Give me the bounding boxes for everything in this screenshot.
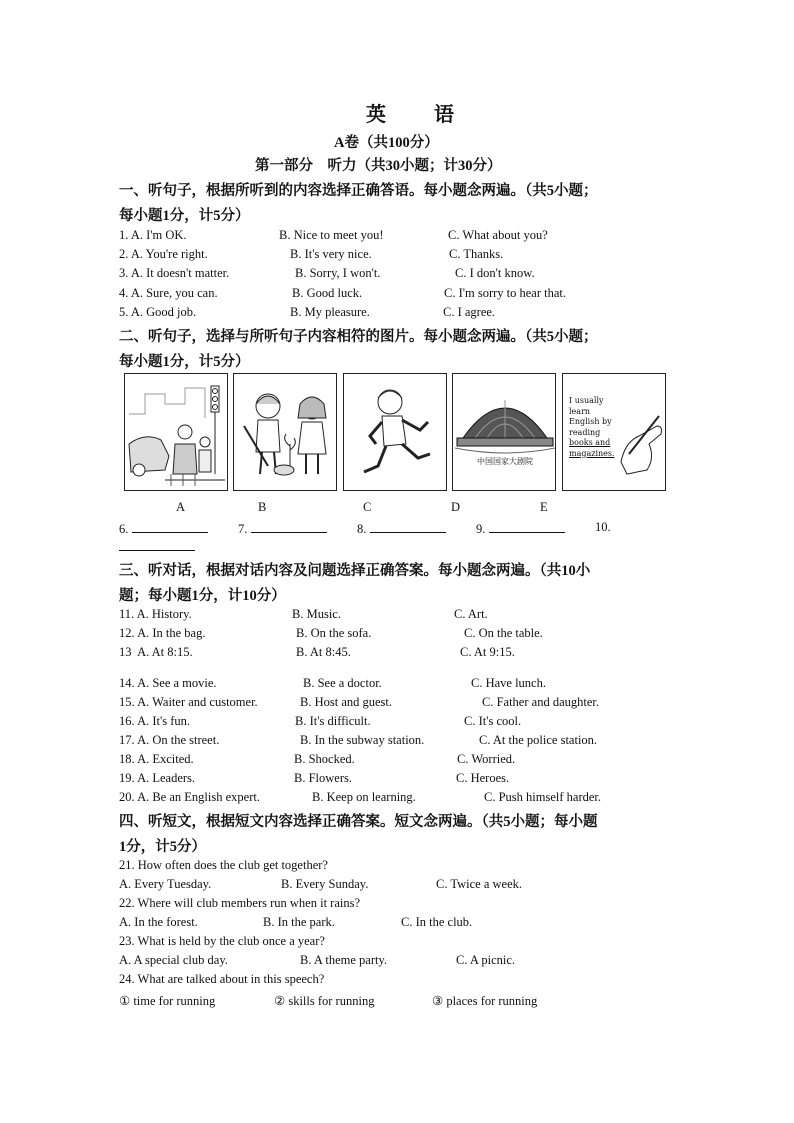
question-number: 3. bbox=[119, 266, 129, 280]
picture-c-running bbox=[343, 373, 447, 491]
note-line: magazines. bbox=[569, 448, 615, 458]
question-24: 24. What are talked about in this speech? bbox=[119, 972, 325, 986]
question-19 bbox=[119, 771, 195, 786]
answer-blank-9 bbox=[476, 520, 565, 537]
paper-subtitle: A卷（共100分） bbox=[334, 135, 439, 151]
kids-planting-tree-icon bbox=[234, 374, 337, 491]
picture-label-a: A bbox=[176, 500, 186, 514]
option-b: B. Nice to meet you! bbox=[279, 228, 384, 242]
option-a: A. Good job. bbox=[130, 305, 197, 319]
note-line: I usually bbox=[569, 396, 604, 405]
option-a: A. You're right. bbox=[130, 247, 208, 261]
question-number: 20. bbox=[119, 790, 135, 804]
option-b: B. A theme party. bbox=[300, 953, 388, 967]
question-number: 14. bbox=[119, 676, 135, 690]
question-number: 19. bbox=[119, 771, 135, 785]
option-b: B. In the park. bbox=[263, 915, 335, 929]
question-number: 5. bbox=[119, 305, 129, 319]
question-number: 15. bbox=[119, 695, 135, 709]
option-b: B. In the subway station. bbox=[300, 733, 425, 747]
note-line: reading bbox=[569, 427, 601, 437]
option-a: A. On the street. bbox=[137, 733, 220, 747]
option-c: C. Thanks. bbox=[449, 247, 504, 261]
section-1-heading-cont: 每小题1分，计5分） bbox=[119, 208, 250, 224]
option-a: A. It doesn't matter. bbox=[130, 266, 230, 280]
picture-label-e: E bbox=[540, 500, 548, 514]
option-b: B. Shocked. bbox=[294, 752, 355, 766]
boy-running-icon bbox=[344, 374, 447, 491]
option-b: B. It's difficult. bbox=[295, 714, 371, 728]
option-b: B. Host and guest. bbox=[300, 695, 393, 709]
note-line: books and bbox=[569, 438, 611, 447]
option-c: C. I'm sorry to hear that. bbox=[444, 286, 567, 300]
option-a: A. Leaders. bbox=[137, 771, 196, 785]
option-c: C. Heroes. bbox=[456, 771, 510, 785]
picture-label-b: B bbox=[258, 500, 267, 514]
answer-blank-7 bbox=[238, 520, 327, 537]
picture-b-planting bbox=[233, 373, 337, 491]
question-number: 13 bbox=[119, 645, 132, 659]
option-c: C. What about you? bbox=[448, 228, 548, 242]
answer-blank-8 bbox=[357, 520, 446, 537]
option-b: B. Music. bbox=[292, 607, 341, 621]
question-21: 21. How often does the club get together? bbox=[119, 858, 328, 872]
question-18 bbox=[119, 752, 194, 767]
option-a: A. It's fun. bbox=[137, 714, 191, 728]
picture-label-d: D bbox=[451, 500, 461, 514]
option-a: A. In the forest. bbox=[119, 915, 198, 929]
option-c: C. In the club. bbox=[401, 915, 473, 929]
option-a: A. Be an English expert. bbox=[137, 790, 260, 804]
question-12 bbox=[119, 626, 205, 641]
street-scene-icon bbox=[125, 374, 228, 491]
blank-number: 9. bbox=[476, 522, 486, 536]
picture-e-writing bbox=[562, 373, 666, 491]
option-c: C. On the table. bbox=[464, 626, 543, 640]
question-number: 18. bbox=[119, 752, 135, 766]
option-c: C. Father and daughter. bbox=[482, 695, 599, 709]
answer-blank-10: 10. bbox=[595, 520, 611, 534]
option-a: A. Sure, you can. bbox=[130, 286, 218, 300]
question-22: 22. Where will club members run when it rains? bbox=[119, 896, 361, 910]
option-c: C. At the police station. bbox=[479, 733, 598, 747]
option-c: C. A picnic. bbox=[456, 953, 516, 967]
answer-line-10[interactable] bbox=[119, 550, 195, 551]
picture-d-theater bbox=[452, 373, 556, 491]
note-line: learn bbox=[569, 406, 591, 416]
question-13 bbox=[119, 645, 193, 660]
hand-writing-note-icon bbox=[563, 374, 666, 491]
option-a: A. Waiter and customer. bbox=[137, 695, 258, 709]
option-c: C. At 9:15. bbox=[460, 645, 515, 659]
option-b: B. Every Sunday. bbox=[281, 877, 369, 891]
section-1-heading: 一、听句子，根据所听到的内容选择正确答语。每小题念两遍。（共5小题； bbox=[119, 183, 598, 199]
question-4 bbox=[119, 286, 218, 301]
picture-label-c: C bbox=[363, 500, 372, 514]
option-c: C. I agree. bbox=[443, 305, 496, 319]
option-b: B. Flowers. bbox=[294, 771, 352, 785]
question-3 bbox=[119, 266, 229, 281]
blank-number: 7. bbox=[238, 522, 248, 536]
option-b: B. Sorry, I won't. bbox=[295, 266, 381, 280]
question-number: 16. bbox=[119, 714, 135, 728]
theater-caption: 中国国家大剧院 bbox=[477, 457, 533, 466]
answer-line[interactable] bbox=[489, 520, 565, 533]
question-16 bbox=[119, 714, 190, 729]
option-a: A. At 8:15. bbox=[137, 645, 193, 659]
section-2-heading: 二、听句子，选择与所听句子内容相符的图片。每小题念两遍。（共5小题； bbox=[119, 329, 598, 345]
question-number: 4. bbox=[119, 286, 129, 300]
option-b: B. See a doctor. bbox=[303, 676, 382, 690]
section-3-heading-cont: 题；每小题1分，计10分） bbox=[119, 588, 286, 604]
option-c: C. Twice a week. bbox=[436, 877, 523, 891]
page-title: 英 语 bbox=[366, 104, 468, 126]
option-b: B. It's very nice. bbox=[290, 247, 372, 261]
question-14 bbox=[119, 676, 217, 691]
option-b: B. At 8:45. bbox=[296, 645, 351, 659]
option-a: A. A special club day. bbox=[119, 953, 228, 967]
answer-line[interactable] bbox=[132, 520, 208, 533]
blank-number: 6. bbox=[119, 522, 129, 536]
answer-line[interactable] bbox=[370, 520, 446, 533]
option-3: ③ places for running bbox=[432, 994, 538, 1008]
option-b: B. On the sofa. bbox=[296, 626, 372, 640]
option-a: A. I'm OK. bbox=[130, 228, 187, 242]
option-c: C. Art. bbox=[454, 607, 488, 621]
section-4-heading-cont: 1分，计5分） bbox=[119, 839, 206, 855]
question-number: 12. bbox=[119, 626, 135, 640]
option-c: C. I don't know. bbox=[455, 266, 535, 280]
part-heading: 第一部分 听力（共30小题；计30分） bbox=[255, 158, 502, 174]
option-c: C. Have lunch. bbox=[471, 676, 546, 690]
note-line: English by bbox=[569, 417, 612, 426]
option-b: B. Good luck. bbox=[292, 286, 363, 300]
question-number: 1. bbox=[119, 228, 129, 242]
option-b: B. My pleasure. bbox=[290, 305, 370, 319]
blank-number: 8. bbox=[357, 522, 367, 536]
section-3-heading: 三、听对话，根据对话内容及问题选择正确答案。每小题念两遍。（共10小 bbox=[119, 563, 591, 579]
answer-line[interactable] bbox=[251, 520, 327, 533]
question-17 bbox=[119, 733, 219, 748]
section-2-heading-cont: 每小题1分，计5分） bbox=[119, 354, 250, 370]
option-a: A. History. bbox=[136, 607, 192, 621]
option-a: A. Excited. bbox=[137, 752, 194, 766]
question-23: 23. What is held by the club once a year? bbox=[119, 934, 325, 948]
section-4-heading: 四、听短文，根据短文内容选择正确答案。短文念两遍。（共5小题；每小题 bbox=[119, 814, 598, 830]
option-c: C. It's cool. bbox=[464, 714, 522, 728]
option-a: A. In the bag. bbox=[137, 626, 206, 640]
answer-blank-6 bbox=[119, 520, 208, 537]
option-c: C. Worried. bbox=[457, 752, 516, 766]
option-a: A. See a movie. bbox=[137, 676, 217, 690]
option-1: ① time for running bbox=[119, 994, 216, 1008]
question-1 bbox=[119, 228, 187, 243]
question-number: 17. bbox=[119, 733, 135, 747]
question-2 bbox=[119, 247, 208, 262]
option-2: ② skills for running bbox=[274, 994, 375, 1008]
option-b: B. Keep on learning. bbox=[312, 790, 416, 804]
question-number: 11. bbox=[119, 607, 135, 621]
picture-a-street-scene bbox=[124, 373, 228, 491]
option-a: A. Every Tuesday. bbox=[119, 877, 212, 891]
option-c: C. Push himself harder. bbox=[484, 790, 602, 804]
question-11 bbox=[119, 607, 192, 622]
national-grand-theater-icon bbox=[453, 374, 556, 491]
question-20 bbox=[119, 790, 260, 805]
question-number: 2. bbox=[119, 247, 129, 261]
question-15 bbox=[119, 695, 258, 710]
question-5 bbox=[119, 305, 196, 320]
